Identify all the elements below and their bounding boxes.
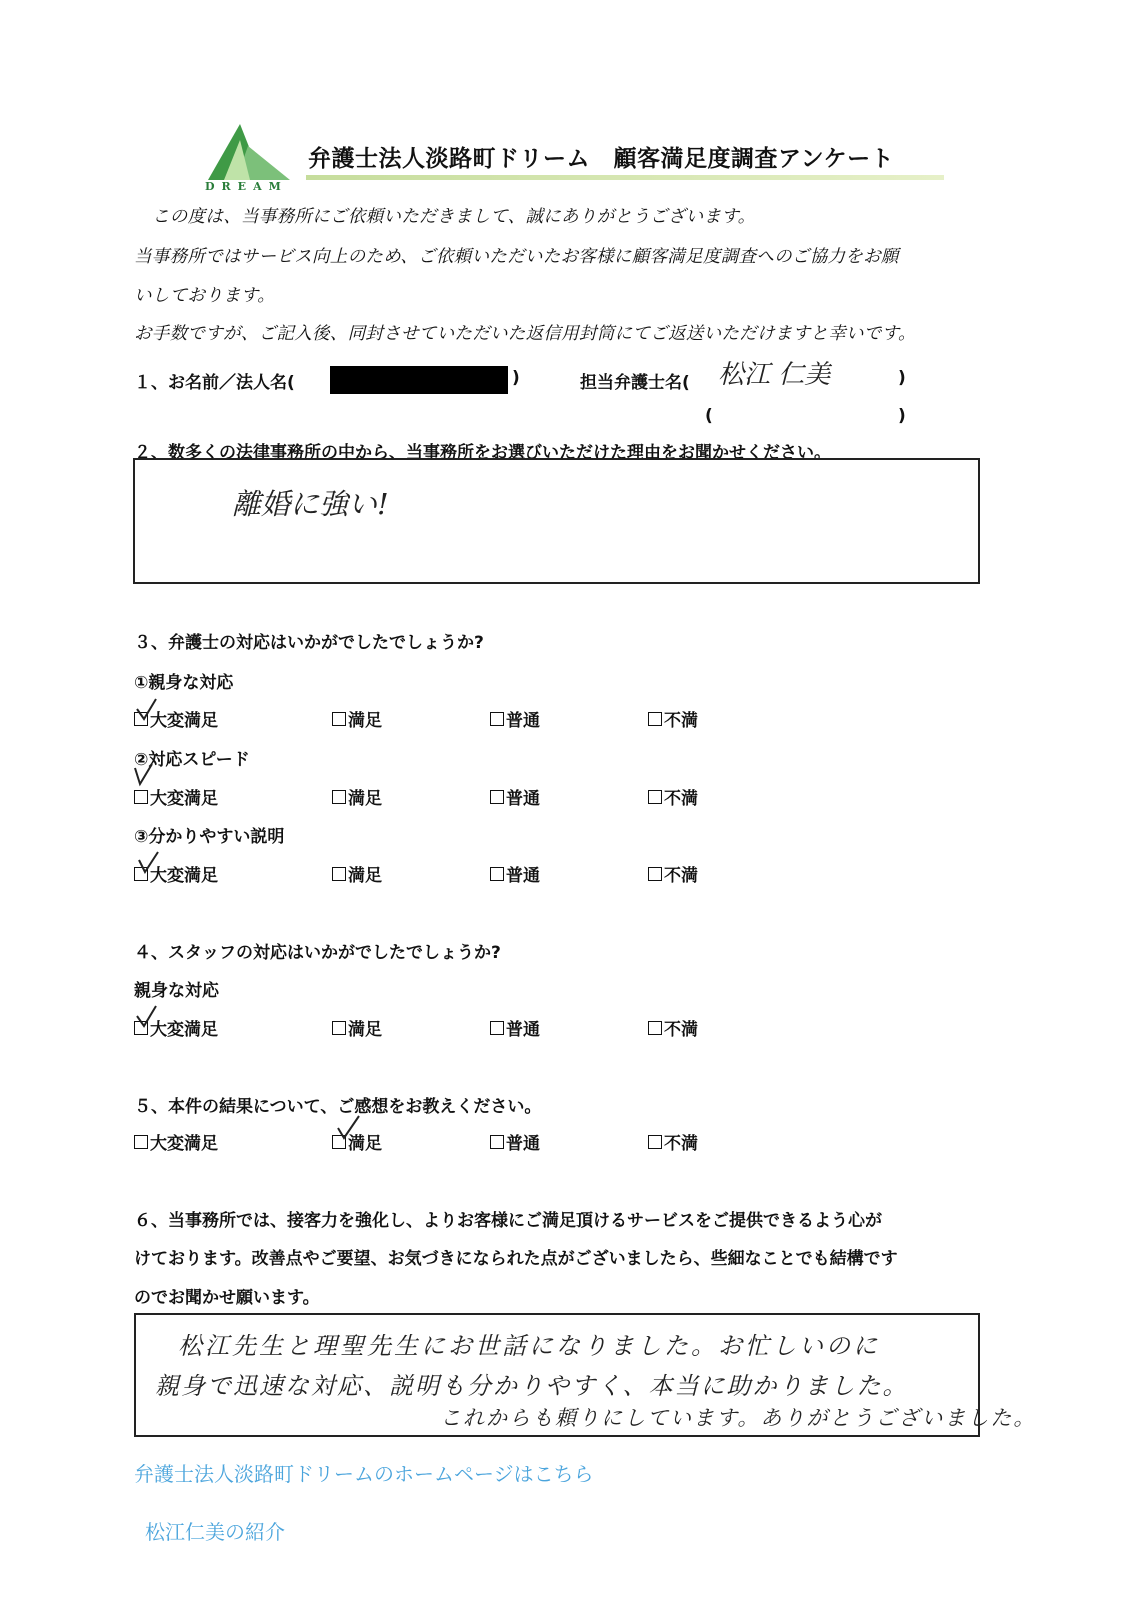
checkbox-icon <box>648 1135 662 1149</box>
q3-group-3-title: ③分かりやすい説明 <box>134 827 285 847</box>
q4-label: ４、スタッフの対応はいかがでしたでしょうか? <box>134 943 501 963</box>
q1-second-open: ( <box>705 406 713 426</box>
intro-line-1: この度は、当事務所にご依頼いただきまして、誠にありがとうございます。 <box>152 207 756 227</box>
q1-second-close: ) <box>898 406 906 426</box>
redacted-name <box>330 366 508 394</box>
q2-answer-handwritten: 離婚に強い! <box>232 487 389 521</box>
checkbox-icon <box>332 1021 346 1035</box>
q4-option-normal[interactable]: 普通 <box>490 1015 540 1040</box>
homepage-link[interactable]: 弁護士法人淡路町ドリームのホームページはこちら <box>134 1462 594 1486</box>
q6-label-line-2: けております。改善点やご要望、お気づきになられた点がございましたら、些細なことでも結構です <box>134 1249 898 1269</box>
page-title: 弁護士法人淡路町ドリーム 顧客満足度調査アンケート <box>308 146 895 172</box>
profile-link[interactable]: 松江仁美の紹介 <box>145 1520 285 1544</box>
lawyer-name-handwritten: 松江 仁美 <box>718 360 831 390</box>
q5-option-dissatisfied[interactable]: 不満 <box>648 1129 698 1154</box>
checkbox-icon <box>490 790 504 804</box>
checkbox-icon <box>490 867 504 881</box>
q3-2-option-satisfied[interactable]: 満足 <box>332 784 382 809</box>
checkmark-icon <box>335 1114 361 1142</box>
q3-3-option-normal[interactable]: 普通 <box>490 861 540 886</box>
intro-line-4: お手数ですが、ご記入後、同封させていただいた返信用封筒にてご返送いただけますと幸いです。 <box>134 324 916 344</box>
q3-1-option-very-satisfied[interactable]: 大変満足 <box>134 706 218 731</box>
q3-3-option-very-satisfied[interactable]: 大変満足 <box>134 861 218 886</box>
q3-group-1-title: ①親身な対応 <box>134 673 234 693</box>
checkmark-icon <box>134 1004 160 1032</box>
q6-answer-line-3: これからも頼りにしています。ありがとうございました。 <box>440 1406 1037 1430</box>
q3-2-option-very-satisfied[interactable]: 大変満足 <box>134 784 218 809</box>
q3-1-option-satisfied[interactable]: 満足 <box>332 706 382 731</box>
checkmark-icon <box>132 762 158 790</box>
q4-option-dissatisfied[interactable]: 不満 <box>648 1015 698 1040</box>
q1-name-close: ) <box>512 368 520 388</box>
checkbox-icon <box>648 867 662 881</box>
logo-text: DREAM <box>205 180 288 193</box>
checkmark-icon <box>136 850 162 878</box>
q1-name-label: １、お名前／法人名( <box>134 373 295 393</box>
intro-line-3: いしております。 <box>134 286 275 306</box>
checkbox-icon <box>134 790 148 804</box>
checkbox-icon <box>134 1135 148 1149</box>
q5-option-very-satisfied[interactable]: 大変満足 <box>134 1129 218 1154</box>
q3-3-option-dissatisfied[interactable]: 不満 <box>648 861 698 886</box>
q6-label-line-3: のでお聞かせ願います。 <box>134 1288 320 1308</box>
checkbox-icon <box>648 712 662 726</box>
q4-option-very-satisfied[interactable]: 大変満足 <box>134 1015 218 1040</box>
checkbox-icon <box>490 1135 504 1149</box>
checkbox-icon <box>332 712 346 726</box>
q4-group-title: 親身な対応 <box>134 981 219 1001</box>
q4-option-satisfied[interactable]: 満足 <box>332 1015 382 1040</box>
q3-2-option-dissatisfied[interactable]: 不満 <box>648 784 698 809</box>
checkbox-icon <box>490 1021 504 1035</box>
checkbox-icon <box>332 790 346 804</box>
checkbox-icon <box>648 790 662 804</box>
checkmark-icon <box>134 697 160 725</box>
q3-label: ３、弁護士の対応はいかがでしたでしょうか? <box>134 633 484 653</box>
q6-answer-line-2: 親身で迅速な対応、説明も分かりやすく、本当に助かりました。 <box>155 1372 909 1400</box>
q5-option-satisfied[interactable]: 満足 <box>332 1129 382 1154</box>
q3-2-option-normal[interactable]: 普通 <box>490 784 540 809</box>
q6-label-line-1: ６、当事務所では、接客力を強化し、よりお客様にご満足頂けるサービスをご提供できるよう心が <box>134 1211 882 1231</box>
q3-1-option-dissatisfied[interactable]: 不満 <box>648 706 698 731</box>
intro-line-2: 当事務所ではサービス向上のため、ご依頼いただいたお客様に顧客満足度調査へのご協力をお願 <box>134 247 899 267</box>
q5-option-normal[interactable]: 普通 <box>490 1129 540 1154</box>
q2-label: ２、数多くの法律事務所の中から、当事務所をお選びいただけた理由をお聞かせください。 <box>134 443 831 463</box>
q3-1-option-normal[interactable]: 普通 <box>490 706 540 731</box>
q5-label: ５、本件の結果について、ご感想をお教えください。 <box>134 1097 542 1117</box>
q1-lawyer-close: ) <box>898 368 906 388</box>
q3-3-option-satisfied[interactable]: 満足 <box>332 861 382 886</box>
title-underline <box>306 175 944 180</box>
q3-group-2-title: ②対応スピード <box>134 750 250 770</box>
checkbox-icon <box>648 1021 662 1035</box>
q1-lawyer-label: 担当弁護士名( <box>580 373 690 393</box>
checkbox-icon <box>332 867 346 881</box>
checkbox-icon <box>490 712 504 726</box>
q6-answer-line-1: 松江先生と理聖先生にお世話になりました。お忙しいのに <box>178 1332 880 1360</box>
